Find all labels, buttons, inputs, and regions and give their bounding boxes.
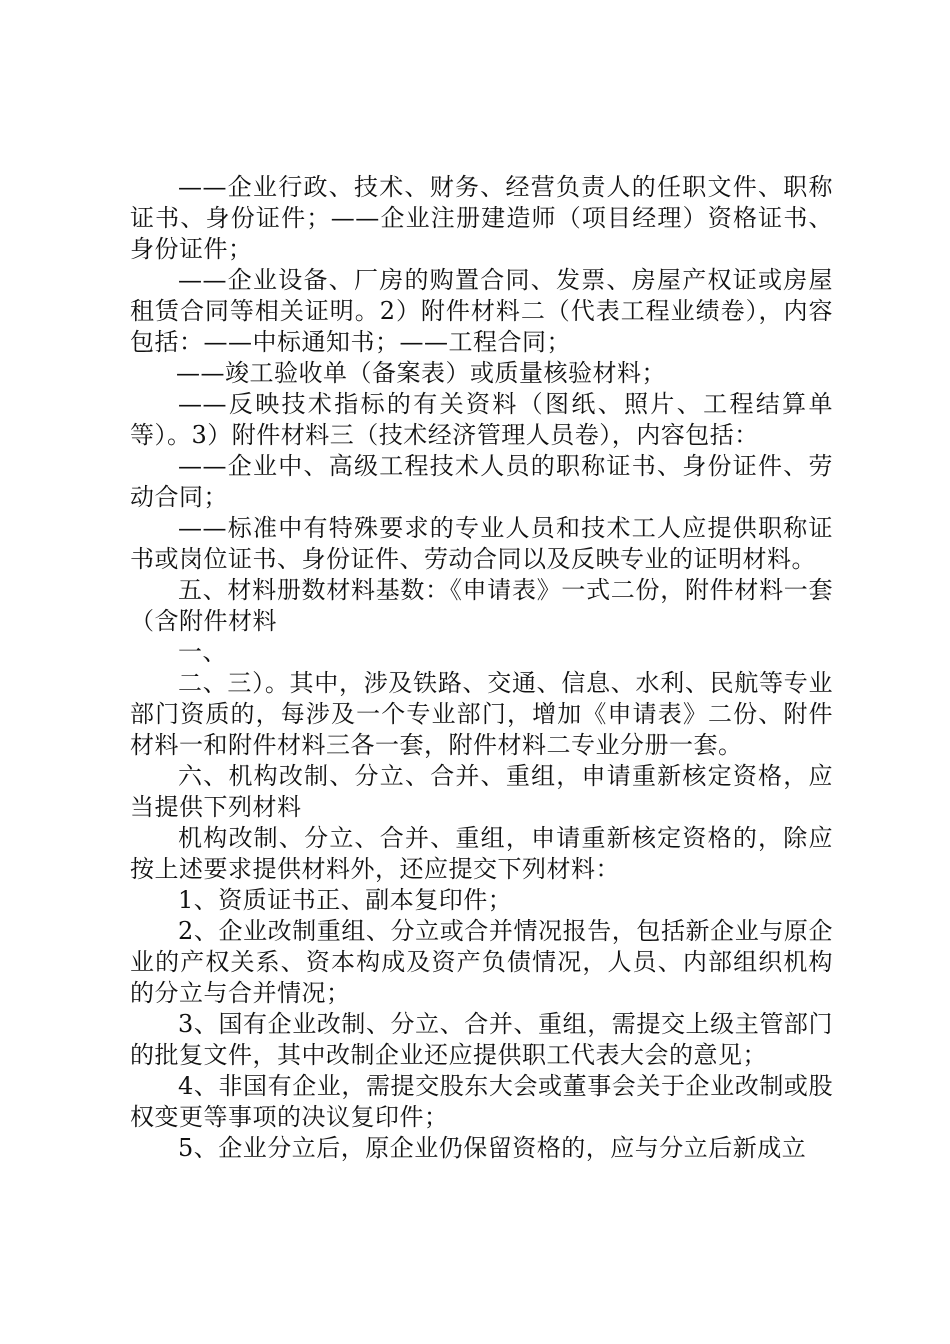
paragraph: 机构改制、分立、合并、重组，申请重新核定资格的，除应按上述要求提供材料外，还应提交下列材料：: [130, 824, 833, 883]
paragraph: ——标准中有特殊要求的专业人员和技术工人应提供职称证书或岗位证书、身份证件、劳动合同以及反映专业的证明材料。: [130, 514, 833, 573]
section-heading-five: 五、材料册数材料基数：《申请表》一式二份，附件材料一套（含附件材料: [130, 576, 833, 635]
section-heading-six: 六、机构改制、分立、合并、重组，申请重新核定资格，应当提供下列材料: [130, 762, 833, 821]
list-item: 4、非国有企业，需提交股东大会或董事会关于企业改制或股权变更等事项的决议复印件；: [130, 1072, 833, 1131]
document-body: [130, 172, 833, 1164]
paragraph: ——企业行政、技术、财务、经营负责人的任职文件、职称证书、身份证件；——企业注册建造师（项目经理）资格证书、身份证件；: [130, 173, 833, 263]
list-item: 2、企业改制重组、分立或合并情况报告，包括新企业与原企业的产权关系、资本构成及资产负债情况，人员、内部组织机构的分立与合并情况；: [130, 917, 833, 1007]
paragraph: ——反映技术指标的有关资料（图纸、照片、工程结算单等）。3）附件材料三（技术经济管理人员卷），内容包括：: [130, 390, 833, 449]
paragraph: ——竣工验收单（备案表）或质量核验材料；: [176, 359, 666, 387]
list-item: 1、资质证书正、副本复印件；: [178, 886, 513, 914]
paragraph: 一、: [178, 638, 227, 666]
paragraph: ——企业设备、厂房的购置合同、发票、房屋产权证或房屋租赁合同等相关证明。2）附件材料二（代表工程业绩卷），内容包括：——中标通知书；——工程合同；: [130, 266, 833, 356]
paragraph: ——企业中、高级工程技术人员的职称证书、身份证件、劳动合同；: [130, 452, 833, 511]
list-item: 5、企业分立后，原企业仍保留资格的，应与分立后新成立: [178, 1134, 807, 1162]
paragraph: 二、三）。其中，涉及铁路、交通、信息、水利、民航等专业部门资质的，每涉及一个专业部门，增加《申请表》二份、附件材料一和附件材料三各一套，附件材料二专业分册一套。: [130, 669, 833, 759]
list-item: 3、国有企业改制、分立、合并、重组，需提交上级主管部门的批复文件，其中改制企业还应提供职工代表大会的意见；: [130, 1010, 833, 1069]
